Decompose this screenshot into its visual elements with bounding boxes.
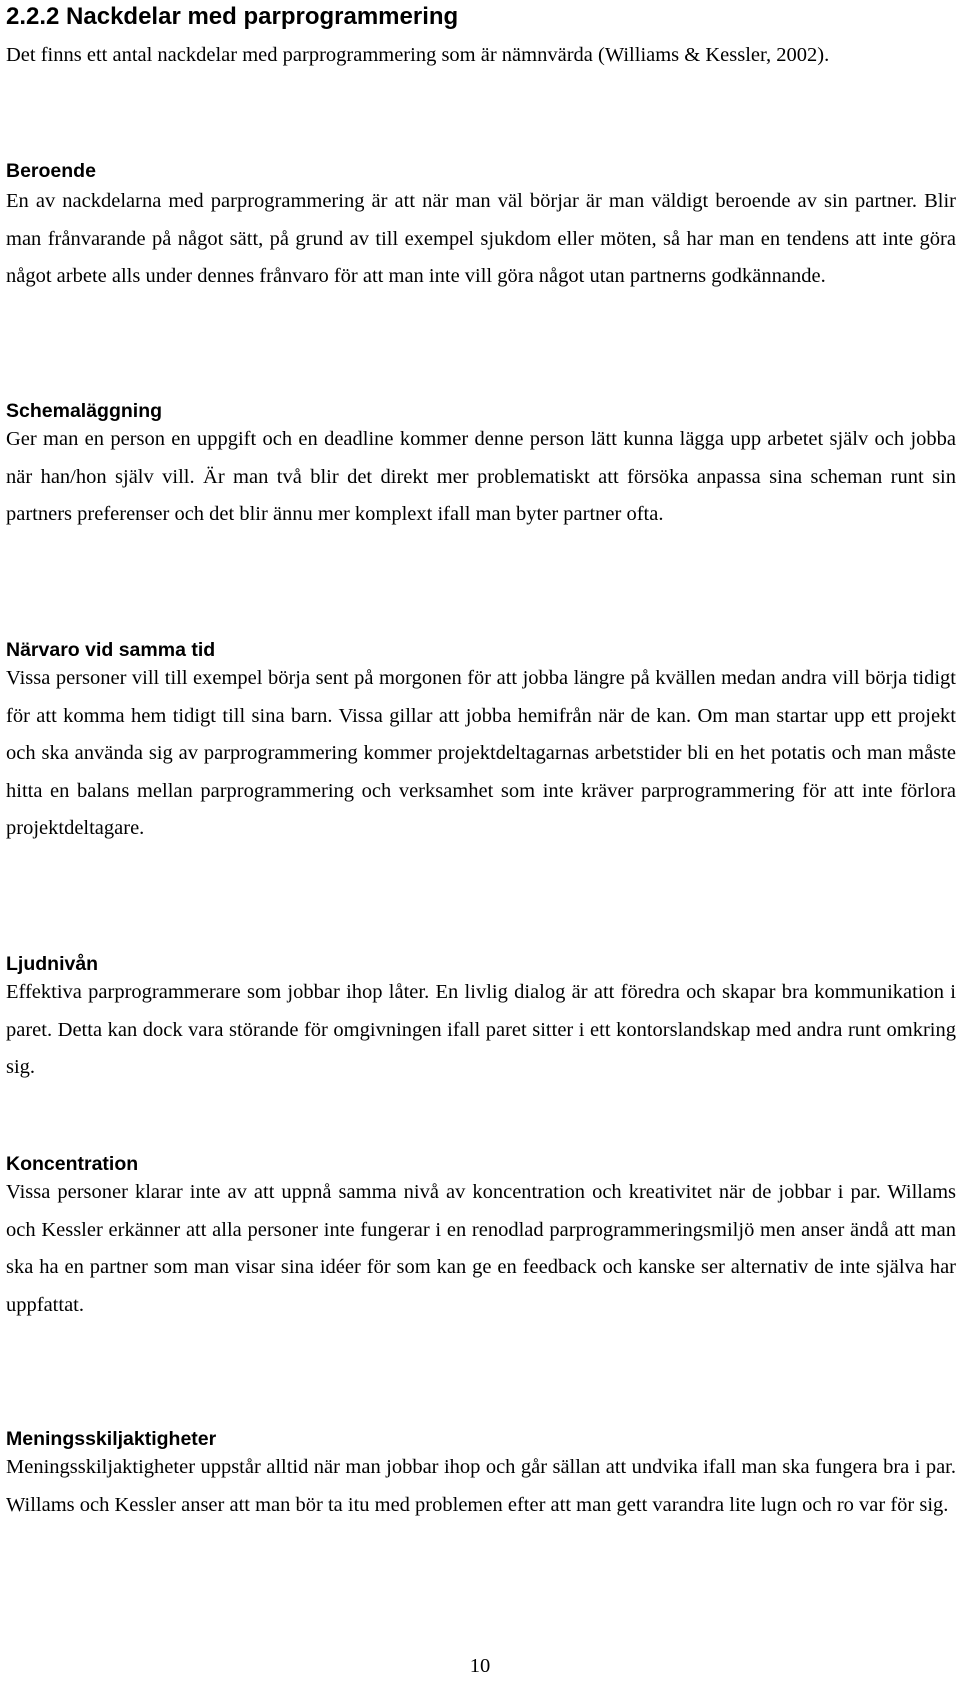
subsection-heading-schemalaggning: Schemaläggning bbox=[6, 400, 163, 422]
subsection-text-koncentration: Vissa personer klarar inte av att uppnå samma nivå av koncentration och kreativitet när de jobbar i par. Willams och Kessler erkänner att alla personer inte fungerar i en renodlad parprogrammeringsmiljö men anser ändå att man ska ha en partner som man visar sina idéer för som kan ge en feedback och kanske ser alternativ de inte själva har uppfattat. bbox=[6, 1181, 956, 1316]
subsection-heading-meningsskiljaktigheter: Meningsskiljaktigheter bbox=[6, 1428, 217, 1450]
subsection-heading-ljudnivan: Ljudnivån bbox=[6, 953, 99, 975]
page-number: 10 bbox=[469, 1655, 491, 1677]
section-intro: Det finns ett antal nackdelar med parprogrammering som är nämnvärda (Williams & Kessler, 2002). bbox=[6, 44, 830, 66]
subsection-text-schemalaggning: Ger man en person en uppgift och en deadline kommer denne person lätt kunna lägga upp arbetet själv och jobba när han/hon själv vill. Är man två blir det direkt mer problematiskt att försöka anpassa sina scheman runt sin partners preferenser och det blir ännu mer komplext ifall man byter partner ofta. bbox=[6, 428, 956, 525]
subsection-text-beroende: En av nackdelarna med parprogrammering är att när man väl börjar är man väldigt beroende av sin partner. Blir man frånvarande på något sätt, på grund av till exempel sjukdom eller möten, så har man en tendens att inte göra något arbete alls under dennes frånvaro för att man inte vill göra något utan partnerns godkännande. bbox=[6, 190, 956, 287]
subsection-text-meningsskiljaktigheter: Meningsskiljaktigheter uppstår alltid när man jobbar ihop och går sällan att undvika ifall man ska fungera bra i par. Willams och Kessler anser att man bör ta itu med problemen efter att man gett varandra lite lugn och ro var för sig. bbox=[6, 1456, 956, 1516]
subsection-heading-beroende: Beroende bbox=[6, 160, 96, 182]
subsection-text-ljudnivan: Effektiva parprogrammerare som jobbar ihop låter. En livlig dialog är att föredra och skapar bra kommunikation i paret. Detta kan dock vara störande för omgivningen ifall paret sitter i ett kontorslandskap med andra runt omkring sig. bbox=[6, 981, 956, 1078]
section-heading: 2.2.2 Nackdelar med parprogrammering bbox=[6, 3, 459, 30]
subsection-heading-koncentration: Koncentration bbox=[6, 1153, 139, 1175]
subsection-text-narvaro: Vissa personer vill till exempel börja sent på morgonen för att jobba längre på kvällen medan andra vill börja tidigt för att komma hem tidigt till sina barn. Vissa gillar att jobba hemifrån när de kan. Om man startar upp ett projekt och ska använda sig av parprogrammering kommer projektdeltagarnas arbetstider bli en het potatis och man måste hitta en balans mellan parprogrammering och verksamhet som inte kräver parprogrammering för att inte förlora projektdeltagare. bbox=[6, 667, 956, 839]
subsection-heading-narvaro: Närvaro vid samma tid bbox=[6, 639, 216, 661]
